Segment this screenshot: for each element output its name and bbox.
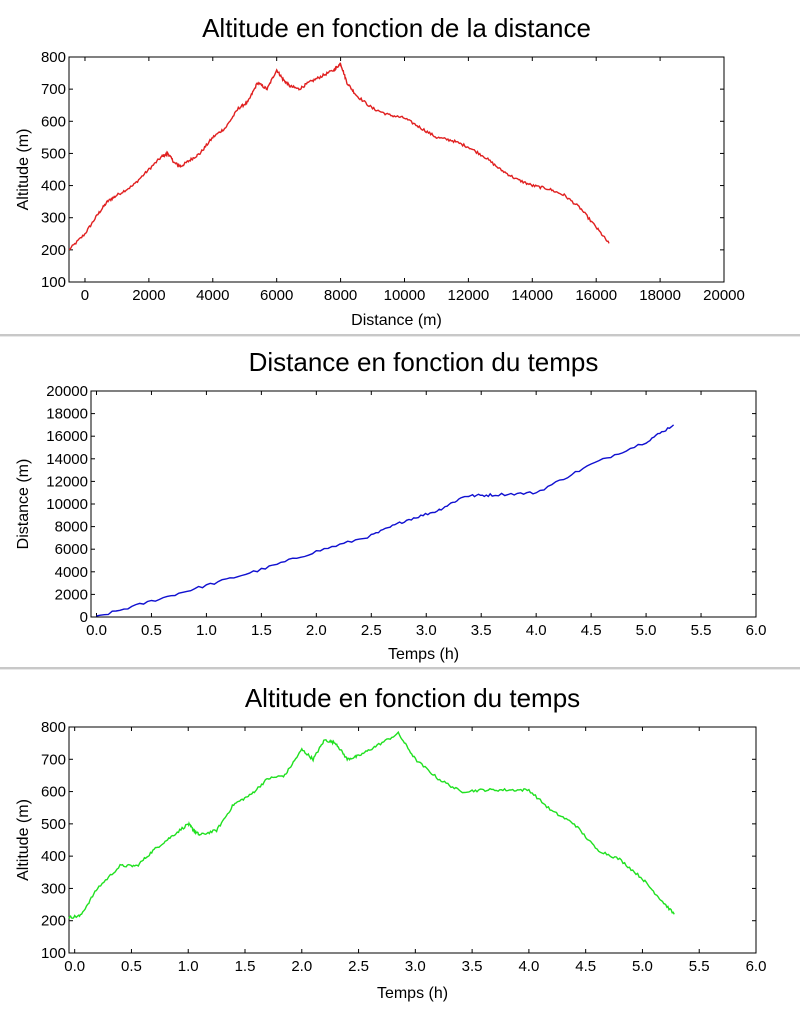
y-tick-label: 800 xyxy=(40,49,66,66)
y-tick-label: 2000 xyxy=(54,586,88,604)
y-tick-label: 200 xyxy=(40,912,66,930)
y-tick-label: 0 xyxy=(79,609,88,626)
y-axis-label: Distance (m) xyxy=(15,458,32,550)
x-tick-label: 14000 xyxy=(511,287,554,304)
x-tick-label: 12000 xyxy=(447,287,490,304)
y-tick-label: 100 xyxy=(40,274,66,291)
y-tick-label: 600 xyxy=(40,113,66,131)
x-tick-label: 5.5 xyxy=(690,622,712,639)
x-tick-label: 18000 xyxy=(639,287,681,304)
y-tick-label: 700 xyxy=(40,81,66,99)
chart-distance-time xyxy=(0,337,800,667)
y-tick-label: 500 xyxy=(40,815,66,833)
y-tick-label: 300 xyxy=(40,209,66,227)
x-tick-label: 2.5 xyxy=(360,622,382,639)
chart-altitude-distance xyxy=(0,0,800,334)
x-tick-label: 2.0 xyxy=(291,958,313,975)
x-tick-label: 1.5 xyxy=(234,958,256,975)
y-tick-label: 500 xyxy=(40,145,66,163)
y-tick-label: 6000 xyxy=(54,541,88,559)
x-axis-label: Temps (h) xyxy=(376,985,449,1002)
x-tick-label: 16000 xyxy=(575,287,618,304)
y-tick-label: 100 xyxy=(40,945,66,962)
x-tick-label: 1.0 xyxy=(177,958,199,975)
x-tick-label: 5.5 xyxy=(688,958,710,975)
x-tick-label: 3.5 xyxy=(461,958,483,975)
y-tick-label: 16000 xyxy=(46,428,88,446)
y-tick-label: 200 xyxy=(40,241,66,259)
y-tick-label: 8000 xyxy=(54,518,88,536)
chart-title: Altitude en fonction de la distance xyxy=(202,13,591,43)
y-tick-label: 12000 xyxy=(46,473,88,491)
chart-altitude-time xyxy=(0,670,800,1011)
x-tick-label: 3.5 xyxy=(470,622,492,639)
x-tick-label: 3.0 xyxy=(415,622,437,639)
x-tick-label: 5.0 xyxy=(635,622,657,639)
chart-panel-distance-time xyxy=(0,337,800,667)
x-tick-label: 1.0 xyxy=(195,622,217,639)
x-tick-label: 0.0 xyxy=(64,958,86,975)
x-tick-label: 2.5 xyxy=(348,958,369,975)
x-tick-label: 5.0 xyxy=(632,958,653,975)
x-tick-label: 4.0 xyxy=(518,958,540,975)
y-tick-label: 20000 xyxy=(46,383,88,400)
x-tick-label: 0.5 xyxy=(121,958,142,975)
plot-area xyxy=(69,727,756,953)
x-tick-label: 2.0 xyxy=(305,622,327,639)
y-axis-label: Altitude (m) xyxy=(15,799,32,881)
x-tick-label: 4.0 xyxy=(525,622,547,639)
x-tick-label: 1.5 xyxy=(250,622,272,639)
x-axis-label: Distance (m) xyxy=(351,312,442,329)
y-tick-label: 400 xyxy=(40,177,66,195)
y-axis-label: Altitude (m) xyxy=(15,128,32,211)
plot-area xyxy=(69,57,724,282)
x-tick-label: 0 xyxy=(80,287,90,304)
x-tick-label: 4000 xyxy=(196,287,230,304)
y-tick-label: 700 xyxy=(40,751,66,769)
x-tick-label: 6.0 xyxy=(745,958,767,975)
x-tick-label: 8000 xyxy=(323,287,358,304)
chart-panel-altitude-distance xyxy=(0,0,800,334)
x-tick-label: 4.5 xyxy=(580,622,602,639)
y-tick-label: 300 xyxy=(40,880,66,898)
x-axis-label: Temps (h) xyxy=(387,646,460,663)
y-tick-label: 14000 xyxy=(46,450,88,468)
x-tick-label: 2000 xyxy=(132,287,166,304)
x-tick-label: 0.5 xyxy=(141,622,162,639)
x-tick-label: 20000 xyxy=(703,287,745,304)
chart-title: Distance en fonction du temps xyxy=(248,347,599,377)
y-tick-label: 600 xyxy=(40,783,66,801)
y-tick-label: 400 xyxy=(40,848,66,866)
y-tick-label: 4000 xyxy=(54,563,88,581)
x-tick-label: 0.0 xyxy=(86,622,107,639)
y-tick-label: 800 xyxy=(40,719,66,736)
chart-title: Altitude en fonction du temps xyxy=(244,683,581,713)
x-tick-label: 6000 xyxy=(259,287,294,304)
y-tick-label: 10000 xyxy=(46,496,88,513)
x-tick-label: 6.0 xyxy=(745,622,767,639)
x-tick-label: 10000 xyxy=(383,287,426,304)
x-tick-label: 4.5 xyxy=(575,958,597,975)
chart-panel-altitude-time xyxy=(0,670,800,1011)
plot-area xyxy=(91,391,756,617)
y-tick-label: 18000 xyxy=(46,405,88,423)
x-tick-label: 3.0 xyxy=(404,958,426,975)
